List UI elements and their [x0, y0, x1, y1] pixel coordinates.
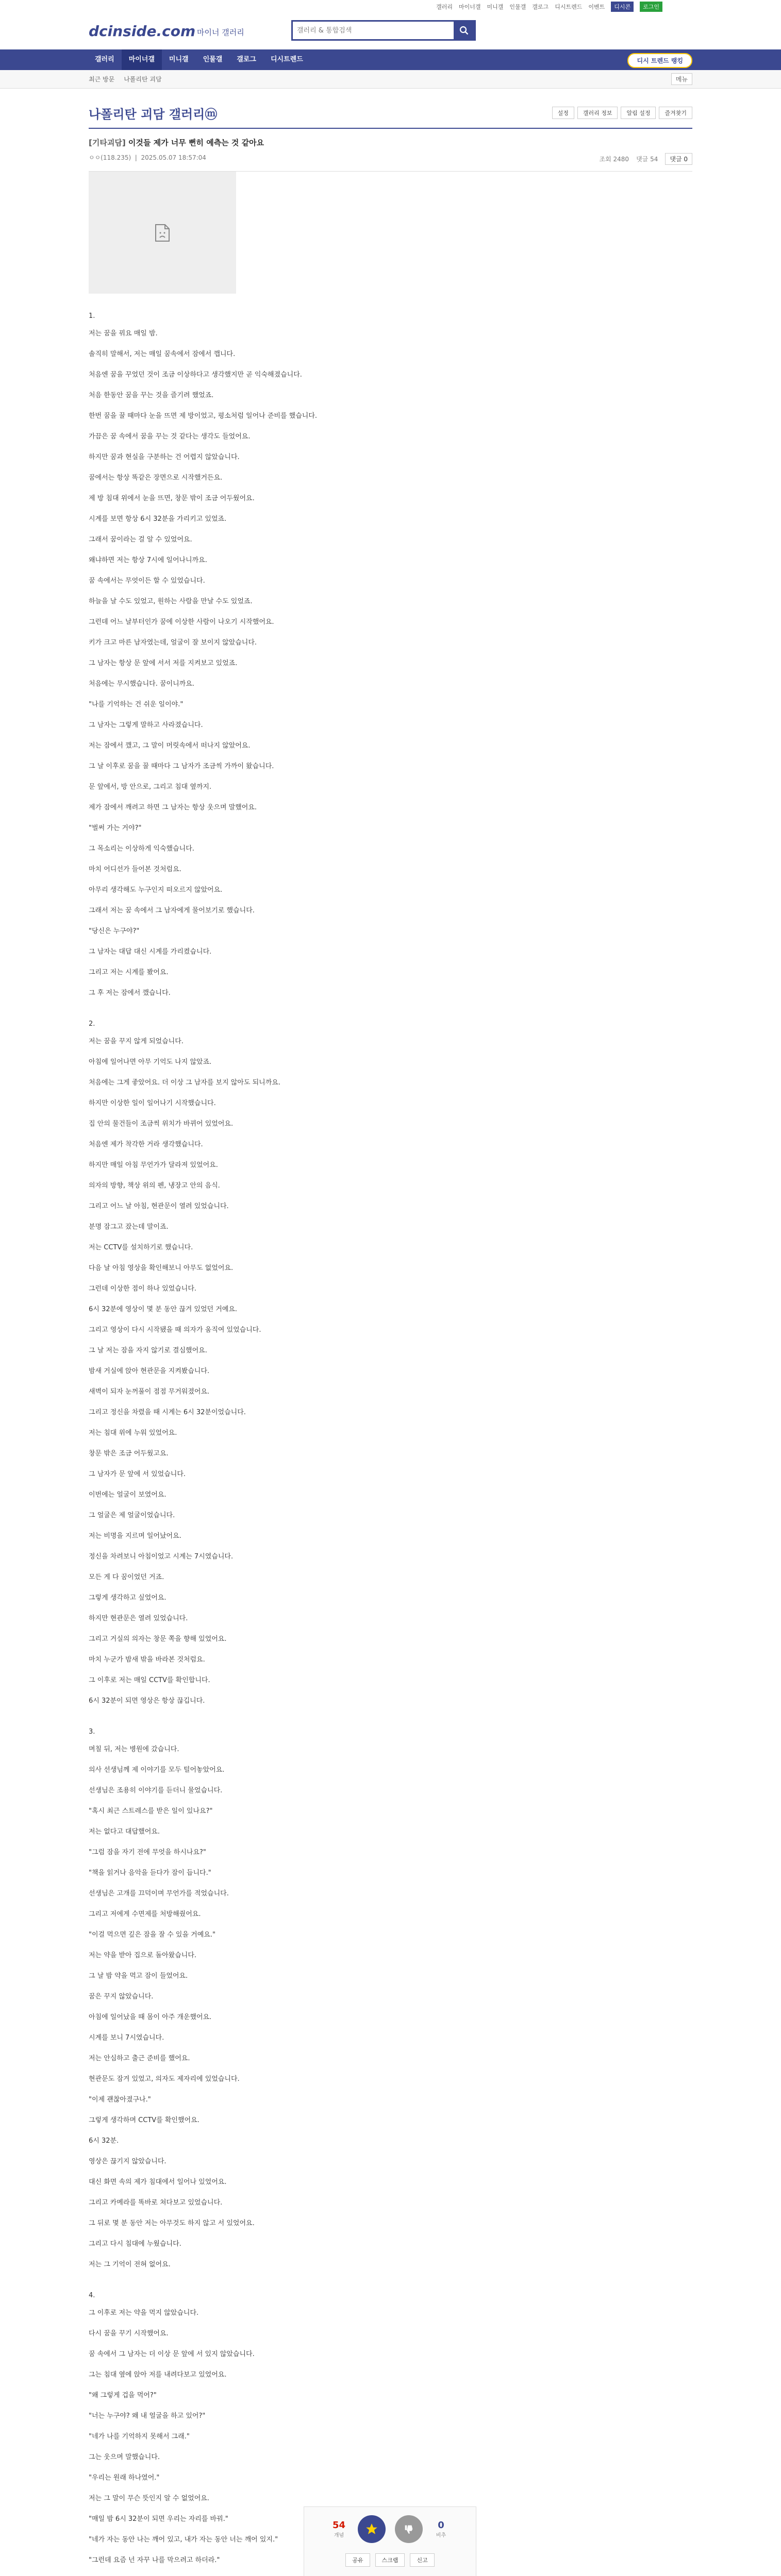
article-line: 그는 침대 옆에 앉아 저를 내려다보고 있었어요.: [89, 2371, 227, 2379]
section-number: 3.: [89, 1728, 95, 1736]
util-trend[interactable]: 디시트렌드: [555, 4, 583, 10]
search-box: [291, 20, 476, 41]
article-line: 저는 안심하고 출근 준비를 했어요.: [89, 2055, 190, 2062]
utility-bar: [0, 0, 781, 13]
article-line: 다음 날 아침 영상을 확인해보니 아무도 없었어요.: [89, 1264, 234, 1272]
nav-mini[interactable]: 미니갤: [169, 56, 189, 63]
article-line: "너는 누구야? 왜 내 얼굴을 하고 있어?": [89, 2412, 206, 2420]
post-views: 조회 2480: [599, 156, 629, 163]
site-logo[interactable]: dcinside.com: [89, 23, 196, 40]
post-body: [89, 309, 692, 2576]
article-line: "혹시 최근 스트레스를 받은 일이 있나요?": [89, 1807, 213, 1815]
gallery-title[interactable]: 나폴리탄 괴담 갤러리ⓜ: [89, 107, 218, 122]
article-line: 가끔은 꿈 속에서 꿈을 꾸는 것 같다는 생각도 들었어요.: [89, 433, 251, 440]
post-header: [기타괴담] 이것들 제가 너무 뻔히 예측는 것 같아요 ㅇㅇ(118.235) | 2025.05.07 18:57:04 조회 2480 댓글 54 댓글 0: [89, 133, 692, 172]
nav-trend[interactable]: 디시트렌드: [270, 56, 303, 63]
trend-ranking-button[interactable]: 디시 트렌드 랭킹: [627, 53, 692, 68]
article-line: "이제 괜찮아졌구나.": [89, 2096, 151, 2104]
recommend-up-label: 개념: [334, 2533, 344, 2538]
article-line: 그 얼굴은 제 얼굴이었습니다.: [89, 1512, 175, 1519]
article-line: 시계를 보면 항상 6시 32분을 가리키고 있었죠.: [89, 515, 227, 523]
article-line: 저는 그 기억이 전혀 없어요.: [89, 2261, 171, 2268]
article-line: 의자의 방향, 책상 위의 펜, 냉장고 안의 음식.: [89, 1182, 220, 1190]
post-date: 2025.05.07 18:57:04: [141, 154, 206, 161]
article-line: "벌써 가는 거야?": [89, 824, 142, 832]
article-line: 그렇게 생각하며 CCTV를 확인했어요.: [89, 2116, 200, 2124]
article-line: "나를 기억하는 건 쉬운 일이야.": [89, 701, 184, 708]
share-button[interactable]: 공유: [345, 2553, 370, 2567]
article-line: 그 이후로 저는 약을 먹지 않았습니다.: [89, 2309, 199, 2317]
recommend-up-button[interactable]: [358, 2515, 386, 2543]
post-head-tag: [기타괴담]: [89, 138, 126, 147]
util-event[interactable]: 이벤트: [588, 4, 605, 10]
article-line: 대신 화면 속의 제가 침대에서 일어나 있었어요.: [89, 2178, 227, 2186]
recommend-down-button[interactable]: [395, 2515, 423, 2543]
article-line: 그 남자는 대답 대신 시계를 가리켰습니다.: [89, 948, 212, 956]
section-number: 4.: [89, 2292, 95, 2299]
gallery-title-bar: [89, 98, 692, 129]
article-line: 그 날 저는 잠을 자지 않기로 결심했어요.: [89, 1347, 207, 1354]
article-line: 그리고 영상이 다시 시작됐을 때 의자가 움직여 있었습니다.: [89, 1326, 261, 1334]
article-line: 정신을 차려보니 아침이었고 시계는 7시였습니다.: [89, 1553, 234, 1561]
article-line: 그리고 거실의 의자는 창문 쪽을 향해 있었어요.: [89, 1635, 227, 1643]
article-line: 영상은 끊기지 않았습니다.: [89, 2158, 167, 2165]
recommend-down-count: [432, 2520, 451, 2538]
article-line: 모든 게 다 꿈이었던 거죠.: [89, 1573, 164, 1581]
article-line: 선생님은 조용히 이야기를 듣더니 물었습니다.: [89, 1787, 223, 1794]
article-line: 의사 선생님께 제 이야기를 모두 털어놓았어요.: [89, 1766, 225, 1774]
util-minor[interactable]: 마이너갤: [459, 4, 481, 10]
article-section: [89, 309, 692, 1004]
nav-gallog[interactable]: 갤로그: [237, 56, 256, 63]
star-icon: [365, 2522, 378, 2536]
nav-person[interactable]: 인물갤: [203, 56, 223, 63]
search-icon: [459, 26, 469, 35]
article-line: 시계를 보니 7시였습니다.: [89, 2034, 164, 2042]
article-line: 하지만 꿈과 현실을 구분하는 건 어렵지 않았습니다.: [89, 453, 240, 461]
gallery-settings-button[interactable]: 설정: [552, 107, 574, 119]
article-line: 한번 꿈을 꿀 때마다 눈을 뜨면 제 방이었고, 평소처럼 일어나 준비를 했습니다.: [89, 412, 318, 420]
article-line: 솔직히 말해서, 저는 매일 꿈속에서 잠에서 깹니다.: [89, 350, 236, 358]
article-line: 하지만 매일 아침 무언가가 달라져 있었어요.: [89, 1161, 218, 1169]
gallery-alarm-button[interactable]: 알림 설정: [621, 107, 656, 119]
util-mini[interactable]: 미니갤: [487, 4, 504, 10]
sub-nav: [0, 70, 781, 89]
article-line: 저는 비명을 지르며 일어났어요.: [89, 1532, 181, 1540]
article-line: 6시 32분에 영상이 몇 분 동안 끊겨 있었던 거예요.: [89, 1306, 238, 1313]
article-line: 처음엔 제가 착각한 거라 생각했습니다.: [89, 1141, 203, 1148]
article-line: 마치 어디선가 들어본 것처럼요.: [89, 866, 181, 873]
article-line: "책을 읽거나 음악을 듣다가 잠이 듭니다.": [89, 1869, 211, 1877]
article-line: 처음 한동안 꿈을 꾸는 것을 즐기려 했었죠.: [89, 392, 214, 399]
login-link[interactable]: 로그인: [640, 2, 662, 12]
article-line: 제 방 침대 위에서 눈을 뜨면, 창문 밖이 조금 어두웠어요.: [89, 495, 255, 502]
post-comment-count: 댓글 54: [636, 156, 658, 163]
recommend-down-value: 0: [438, 2520, 444, 2531]
post-title: [89, 133, 692, 148]
main-nav: [0, 49, 781, 70]
recommend-box: [304, 2506, 476, 2576]
article-line: 꿈 속에서는 무엇이든 할 수 있었습니다.: [89, 577, 205, 585]
article-line: "매일 밤 6시 32분이 되면 우리는 자리를 바꿔.": [89, 2515, 228, 2523]
article-line: 저는 침대 위에 누워 있었어요.: [89, 1429, 177, 1437]
section-number: 2.: [89, 1020, 95, 1028]
article-line: 저는 잠에서 깼고, 그 말이 머릿속에서 떠나지 않았어요.: [89, 742, 251, 750]
article-line: 그래서 저는 꿈 속에서 그 남자에게 물어보기로 했습니다.: [89, 907, 255, 914]
util-gallog[interactable]: 갤로그: [532, 4, 549, 10]
recommend-down-label: 비추: [436, 2533, 446, 2538]
article-line: 다시 꿈을 꾸기 시작했어요.: [89, 2330, 169, 2337]
article-line: "우리는 원래 하나였어.": [89, 2474, 160, 2482]
article-line: "그런데 요즘 넌 자꾸 나를 막으려고 하더라.": [89, 2556, 220, 2564]
article-line: 그 후 저는 잠에서 깼습니다.: [89, 989, 171, 997]
article-line: 며칠 뒤, 저는 병원에 갔습니다.: [89, 1745, 179, 1753]
article-line: "이걸 먹으면 깊은 잠을 잘 수 있을 거예요.": [89, 1931, 215, 1939]
article-line: 하지만 이상한 일이 일어나기 시작했습니다.: [89, 1099, 216, 1107]
article-line: 처음에는 무시했습니다. 꿈이니까요.: [89, 680, 194, 688]
gallery-info-button[interactable]: 갤러리 정보: [577, 107, 618, 119]
search-button[interactable]: [454, 22, 474, 39]
article-line: 키가 크고 마른 남자였는데, 얼굴이 잘 보이지 않았습니다.: [89, 639, 257, 647]
util-person[interactable]: 인물갤: [509, 4, 526, 10]
article-line: 그래서 꿈이라는 걸 알 수 있었어요.: [89, 536, 192, 544]
post-author[interactable]: ㅇㅇ(118.235): [89, 154, 131, 161]
report-button[interactable]: 신고: [410, 2553, 434, 2567]
article-line: 제가 잠에서 깨려고 하면 그 남자는 항상 웃으며 말했어요.: [89, 804, 257, 811]
article-line: 그런데 어느 날부터인가 꿈에 이상한 사람이 나오기 시작했어요.: [89, 618, 274, 626]
scrap-button[interactable]: 스크랩: [375, 2553, 405, 2567]
article-line: 그 뒤로 몇 분 동안 저는 아무것도 하지 않고 서 있었어요.: [89, 2219, 255, 2227]
article-line: 꿈 속에서 그 남자는 더 이상 문 앞에 서 있지 않았습니다.: [89, 2350, 255, 2358]
recommend-count: [330, 2520, 348, 2538]
article-line: 저는 약을 받아 집으로 돌아왔습니다.: [89, 1952, 197, 1959]
article-line: "왜 그렇게 겁을 먹어?": [89, 2392, 157, 2399]
recent-visit[interactable]: 최근 방문: [89, 76, 115, 83]
article-line: 처음에는 그게 좋았어요. 더 이상 그 남자를 보지 않아도 되니까요.: [89, 1079, 280, 1087]
article-line: 그리고 저는 시계를 봤어요.: [89, 969, 169, 976]
article-line: "당신은 누구야?": [89, 927, 140, 935]
article-line: 저는 꿈을 꿔요 매일 밤.: [89, 330, 158, 337]
article-line: "그럼 잠을 자기 전에 무엇을 하시나요?": [89, 1849, 206, 1856]
article-line: 그 남자는 그렇게 말하고 사라졌습니다.: [89, 721, 203, 729]
article-line: 집 안의 물건들이 조금씩 위치가 바뀌어 있었어요.: [89, 1120, 234, 1128]
broken-image-icon: [155, 224, 170, 242]
site-logo-sub[interactable]: 마이너 갤러리: [197, 28, 244, 37]
article-line: 그리고 카메라를 똑바로 쳐다보고 있었습니다.: [89, 2199, 223, 2207]
article-line: 마치 누군가 밤새 밖을 바라본 것처럼요.: [89, 1656, 205, 1664]
article-line: 그 남자는 항상 문 앞에 서서 저를 지켜보고 있었죠.: [89, 659, 238, 667]
article-line: 저는 없다고 대답했어요.: [89, 1828, 160, 1836]
article-line: 분명 잠그고 잤는데 말이죠.: [89, 1223, 169, 1231]
article-line: 선생님은 고개를 끄덕이며 무언가를 적었습니다.: [89, 1890, 229, 1897]
article-line: 처음엔 꿈을 꾸었던 것이 조금 이상하다고 생각했지만 곧 익숙해졌습니다.: [89, 371, 302, 379]
site-header: [0, 13, 781, 49]
article-line: 밤새 거실에 앉아 현관문을 지켜봤습니다.: [89, 1367, 210, 1375]
article-line: 그 이후로 저는 매일 CCTV를 확인합니다.: [89, 1676, 210, 1684]
gallery-favorite-button[interactable]: 즐겨찾기: [659, 107, 692, 119]
article-line: 그 날 밤 약을 먹고 잠이 들었어요.: [89, 1972, 188, 1980]
article-line: 그리고 다시 침대에 누웠습니다.: [89, 2240, 181, 2248]
recommend-up-value: 54: [332, 2520, 346, 2531]
article-line: 새벽이 되자 눈꺼풀이 점점 무거워졌어요.: [89, 1388, 210, 1396]
nav-gallery[interactable]: 갤러리: [95, 56, 114, 63]
article-line: 저는 그 말이 무슨 뜻인지 알 수 없었어요.: [89, 2495, 209, 2502]
article-line: 그리고 정신을 차렸을 때 시계는 6시 32분이었습니다.: [89, 1409, 246, 1416]
article-line: 꿈은 꾸지 않았습니다.: [89, 1993, 154, 2001]
article-line: 아침에 일어났을 때 몸이 아주 개운했어요.: [89, 2013, 212, 2021]
post-image[interactable]: [89, 172, 236, 294]
menu-button[interactable]: 메뉴: [671, 73, 692, 85]
search-input[interactable]: [293, 22, 454, 39]
comment-jump-button[interactable]: 댓글 0: [665, 153, 692, 165]
article-section: [89, 1017, 692, 1711]
nav-minor[interactable]: 마이너갤: [122, 49, 162, 70]
article-line: 그 목소리는 이상하게 익숙했습니다.: [89, 845, 194, 853]
util-gallery[interactable]: 갤러리: [436, 4, 453, 10]
article-line: 그리고 어느 날 아침, 현관문이 열려 있었습니다.: [89, 1202, 229, 1210]
article-line: 그는 웃으며 말했습니다.: [89, 2453, 160, 2461]
article-line: "네가 나를 기억하지 못해서 그래.": [89, 2433, 190, 2441]
article-line: 그 남자가 문 앞에 서 있었습니다.: [89, 1470, 186, 1478]
article-line: 하지만 현관문은 열려 있었습니다.: [89, 1615, 188, 1622]
article-line: 이번에는 얼굴이 보였어요.: [89, 1491, 167, 1499]
article-line: 그리고 저에게 수면제를 처방해줬어요.: [89, 1910, 201, 1918]
article-line: 문 앞에서, 방 안으로, 그리고 침대 옆까지.: [89, 783, 212, 791]
article-line: 왜냐하면 저는 항상 7시에 일어나니까요.: [89, 556, 207, 564]
article-line: 저는 CCTV를 설치하기로 했습니다.: [89, 1244, 193, 1251]
recent-gallery-link[interactable]: 나폴리탄 괴담: [124, 76, 162, 83]
post-title-text: 이것들 제가 너무 뻔히 예측는 것 같아요: [128, 138, 264, 147]
article-line: 하늘을 날 수도 있었고, 원하는 사람을 만날 수도 있었죠.: [89, 598, 253, 605]
article-line: 현관문도 잠겨 있었고, 의자도 제자리에 있었습니다.: [89, 2075, 240, 2083]
util-dccon[interactable]: 디시콘: [611, 2, 634, 12]
article-line: 그 날 이후로 꿈을 꿀 때마다 그 남자가 조금씩 가까이 왔습니다.: [89, 762, 274, 770]
article-line: 창문 밖은 조금 어두웠고요.: [89, 1450, 169, 1458]
article-line: 그런데 이상한 점이 하나 있었습니다.: [89, 1285, 197, 1293]
article-line: 아무리 생각해도 누구인지 떠오르지 않았어요.: [89, 886, 223, 894]
article-line: 그렇게 생각하고 싶었어요.: [89, 1594, 167, 1602]
article-line: 6시 32분이 되면 영상은 항상 끊깁니다.: [89, 1697, 205, 1705]
section-number: 1.: [89, 312, 95, 320]
article-line: 꿈에서는 항상 똑같은 장면으로 시작했거든요.: [89, 474, 223, 482]
article-section: [89, 1725, 692, 2275]
article-line: 아침에 일어나면 아무 기억도 나지 않았죠.: [89, 1058, 212, 1066]
article-line: 6시 32분.: [89, 2137, 119, 2145]
thumbs-down-icon: [403, 2523, 414, 2535]
article-line: "네가 자는 동안 나는 깨어 있고, 내가 자는 동안 너는 깨어 있지.": [89, 2536, 278, 2544]
article-line: 저는 꿈을 꾸지 않게 되었습니다.: [89, 1038, 184, 1045]
